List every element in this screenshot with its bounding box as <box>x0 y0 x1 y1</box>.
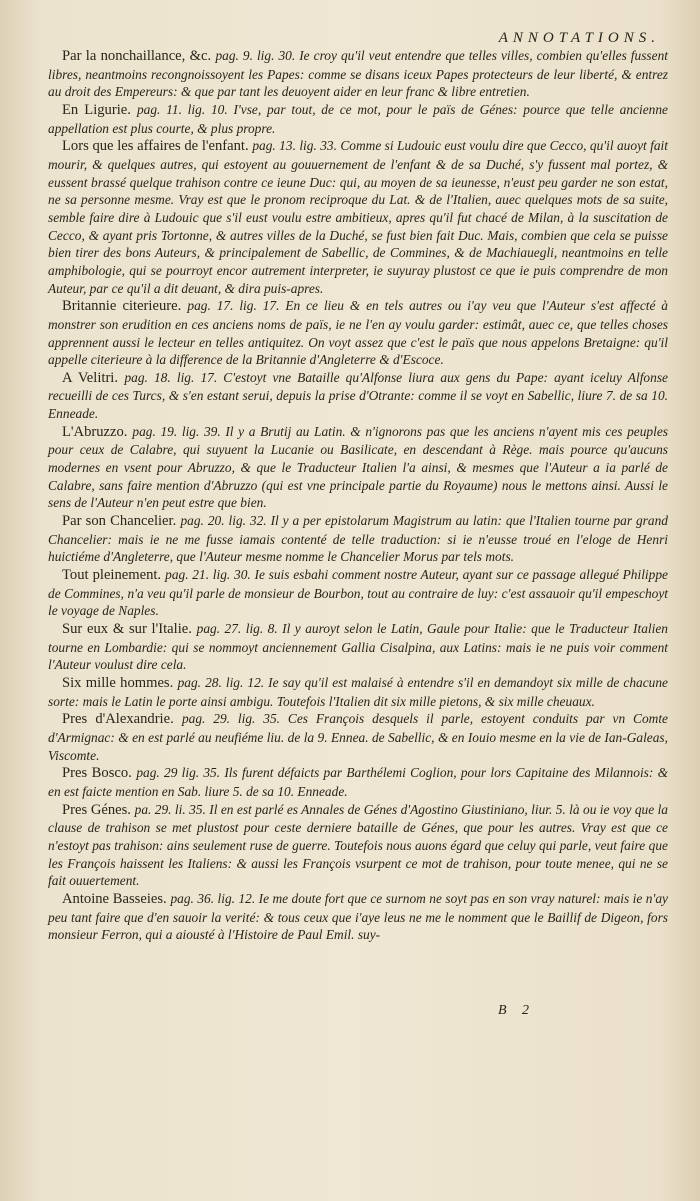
comment: pag. 29 lig. 35. Ils furent défaicts par Barthélemi Coglion, pour lors Capitaine des Milannois: & en est faicte mention en Sab. liure 5. de sa 10. Enneade. <box>48 765 668 799</box>
lemma: Pres Bosco. <box>62 765 137 782</box>
lemma: A Velitri. <box>62 369 125 386</box>
comment: pag. 20. lig. 32. Il y a per epistolarum Magistrum au latin: que l'Italien tourne par grand Chancelier: mais ie ne me fusse iamais contenté de telle traduction: si ie n'eusse troué en l'eloge de Henri huictiéme d'Angleterre, que l'Auteur mesme nomme le Chancelier Morus par tels mots. <box>48 513 668 565</box>
comment: pag. 29. lig. 35. Ces François desquels il parle, estoyent conduits par vn Comte d'Armignac: & en est parlé au neufiéme liu. de la 9. Ennea. de Sabellic, & en Iouio mesme en la vie de Ian-Galeas, Viscomte. <box>48 711 668 763</box>
annotation-entry <box>48 423 668 512</box>
comment: pag. 13. lig. 33. Comme si Ludouic eust voulu dire que Cecco, qu'il auoyt fait mourir, & quelques autres, qui estoyent au gouuernement de l'enfant & de sa Duché, s'y fussent mal portez, & eussent brassé quelque trahison contre ce ieune Duc: qui, au moyen de sa ieunesse, n'eust peu garder ne son estat, ne sa personne mesme. Vray est que le pronom reciproque du Lat. & de l'Italien, auec quelques mots de sa suite, semble faire dire à Ludouic que s'il eust voulu estre ambitieux, apres qu'il fut chacé de Milan, à la suscitation de Cecco, & ayant pris Tortonne, & autres villes de la Duché, se fust bien fait Duc. Mais, combien que cela se puisse bien tirer des bons Auteurs, & principalement de Sabellic, de Commines, & de Machiauegli, neantmoins en telle amphibologie, qui se pourroyt encor autrement interpreter, ie suyuray plustost ce que ie puis comprendre de mon Auteur, par ce qu'il a dit deuant, & dira puis-apres. <box>48 138 669 296</box>
comment: pag. 28. lig. 12. Ie say qu'il est malaisé à entendre s'il en demandoyt six mille de chacune sorte: mais le Latin le porte ainsi ambigu. Toutefois l'Italien dit six mille pietons, & six mille cheuaux. <box>48 674 668 709</box>
lemma: Six mille hommes. <box>62 674 178 691</box>
annotation-entry <box>48 620 668 674</box>
annotation-text <box>48 47 668 944</box>
lemma: L'Abruzzo. <box>62 423 133 440</box>
lemma: Pres Génes. <box>62 801 135 818</box>
running-head: ANNOTATIONS. <box>498 30 660 46</box>
annotation-entry <box>48 137 668 297</box>
lemma: Lors que les affaires de l'enfant. <box>62 138 253 155</box>
lemma: Antoine Basseies. <box>62 890 171 907</box>
comment: pa. 29. li. 35. Il en est parlé es Annales de Génes d'Agostino Giustiniano, liur. 5. là ou ie voy que la clause de trahison se met plustost pour ceste derniere bataille de Génes, que pour les autres. Vray est que ce n'estoyt pas trahison: ains seulement ruse de guerre. Toutefois nous auons égard que celuy qui parle, veut faire que les François haissent les Italiens: & aussi les François vsurpent ce mot de trahison, pour toute menee, qui ne se fait ouuertement. <box>48 801 668 889</box>
lemma: Par la nonchaillance, &c. <box>62 48 216 64</box>
comment: pag. 36. lig. 12. Ie me doute fort que ce surnom ne soyt pas en son vray naturel: mais ie n'ay peu tant faire que d'en sauoir la verité: & tous ceux que i'aye leus ne me le nomment que le Baillif de Digeon, fors monsieur Ferron, qui a aiousté à l'Histoire de Paul Emil. suy- <box>48 890 668 943</box>
annotation-entry <box>48 512 668 566</box>
annotation-entry <box>48 674 668 710</box>
lemma: Par son Chancelier. <box>62 513 181 530</box>
comment: pag. 21. lig. 30. Ie suis esbahi comment nostre Auteur, ayant sur ce passage allegué Philippe de Commines, n'a veu qu'il parle de monsieur de Bourbon, tout au contraire de luy: c'est assauoir qu'il empeschoyt le voyage de Naples. <box>48 567 668 619</box>
comment: pag. 19. lig. 39. Il y a Brutij au Latin. & n'ignorons pas que les anciens n'ayent mis ces peuples pour ceux de Calabre, qui suyuent la Lucanie ou Basilicate, en descendant à Rège. mais pource qu'aucuns modernes en vsent pour Abruzzo, & que le Traducteur Italien l'a ainsi, & mesmes que l'Auteur a ia parlé de Calabre, sans faire mention d'Abruzzo (qui est vne principale partie du Royaume) nous le mettons ainsi. Aussi le sens de l'Auteur n'en peut estre que bien. <box>48 423 668 511</box>
annotation-entry <box>48 890 668 944</box>
lemma: Sur eux & sur l'Italie. <box>62 621 197 637</box>
annotation-entry <box>48 801 668 890</box>
annotation-entry <box>48 47 668 101</box>
annotation-entry <box>48 566 668 620</box>
annotation-entry <box>48 297 668 369</box>
lemma: Britannie citerieure. <box>62 298 188 315</box>
lemma: En Ligurie. <box>62 101 137 118</box>
lemma: Pres d'Alexandrie. <box>62 711 182 728</box>
comment: pag. 18. lig. 17. C'estoyt vne Bataille qu'Alfonse liura aux gens du Pape: ayant iceluy Alfonse recueilli de ces Turcs, & s'en estant serui, depuis la prise d'Otrante: comme il se voyt en Sabellic, liure 7. de sa 10. Enneade. <box>48 369 668 422</box>
annotation-entry <box>48 101 668 137</box>
annotation-entry <box>48 369 668 423</box>
signature-mark: B 2 <box>498 1003 536 1018</box>
annotation-entry <box>48 710 668 764</box>
comment: pag. 9. lig. 30. Ie croy qu'il veut entendre que telles villes, combien qu'elles fussent libres, neantmoins recongnoissoyent les Papes: comme se disans iceux Papes protecteurs de leur liberté, & entrez au droit des Empereurs: & que par tant les deuoyent aider en leur franc & libre entretien. <box>48 48 668 100</box>
comment: pag. 17. lig. 17. En ce lieu & en tels autres ou i'ay veu que l'Auteur s'est affecté à monstrer son erudition en ces anciens noms de païs, ie ne l'en ay voulu garder: estimât, auec ce, que telles choses apprennent aussi le lecteur en telles antiquitez. On voyt assez que c'est le païs que nous appelons Bretaigne: qu'il appelle citerieure à la difference de la Britannie d'Angleterre & d'Escoce. <box>48 298 668 368</box>
lemma: Tout pleinement. <box>62 567 166 584</box>
comment: pag. 11. lig. 10. I'vse, par tout, de ce mot, pour le païs de Génes: pource que telle ancienne appellation est plus courte, & plus propre. <box>48 101 668 136</box>
comment: pag. 27. lig. 8. Il y auroyt selon le Latin, Gaule pour Italie: que le Traducteur Italien tourne en Lombardie: qui se nommoyt anciennement Gallia Cisalpina, aux Latins: mais ie ne puis voir comment l'Auteur voulust dire cela. <box>48 621 668 673</box>
annotation-entry <box>48 764 668 800</box>
